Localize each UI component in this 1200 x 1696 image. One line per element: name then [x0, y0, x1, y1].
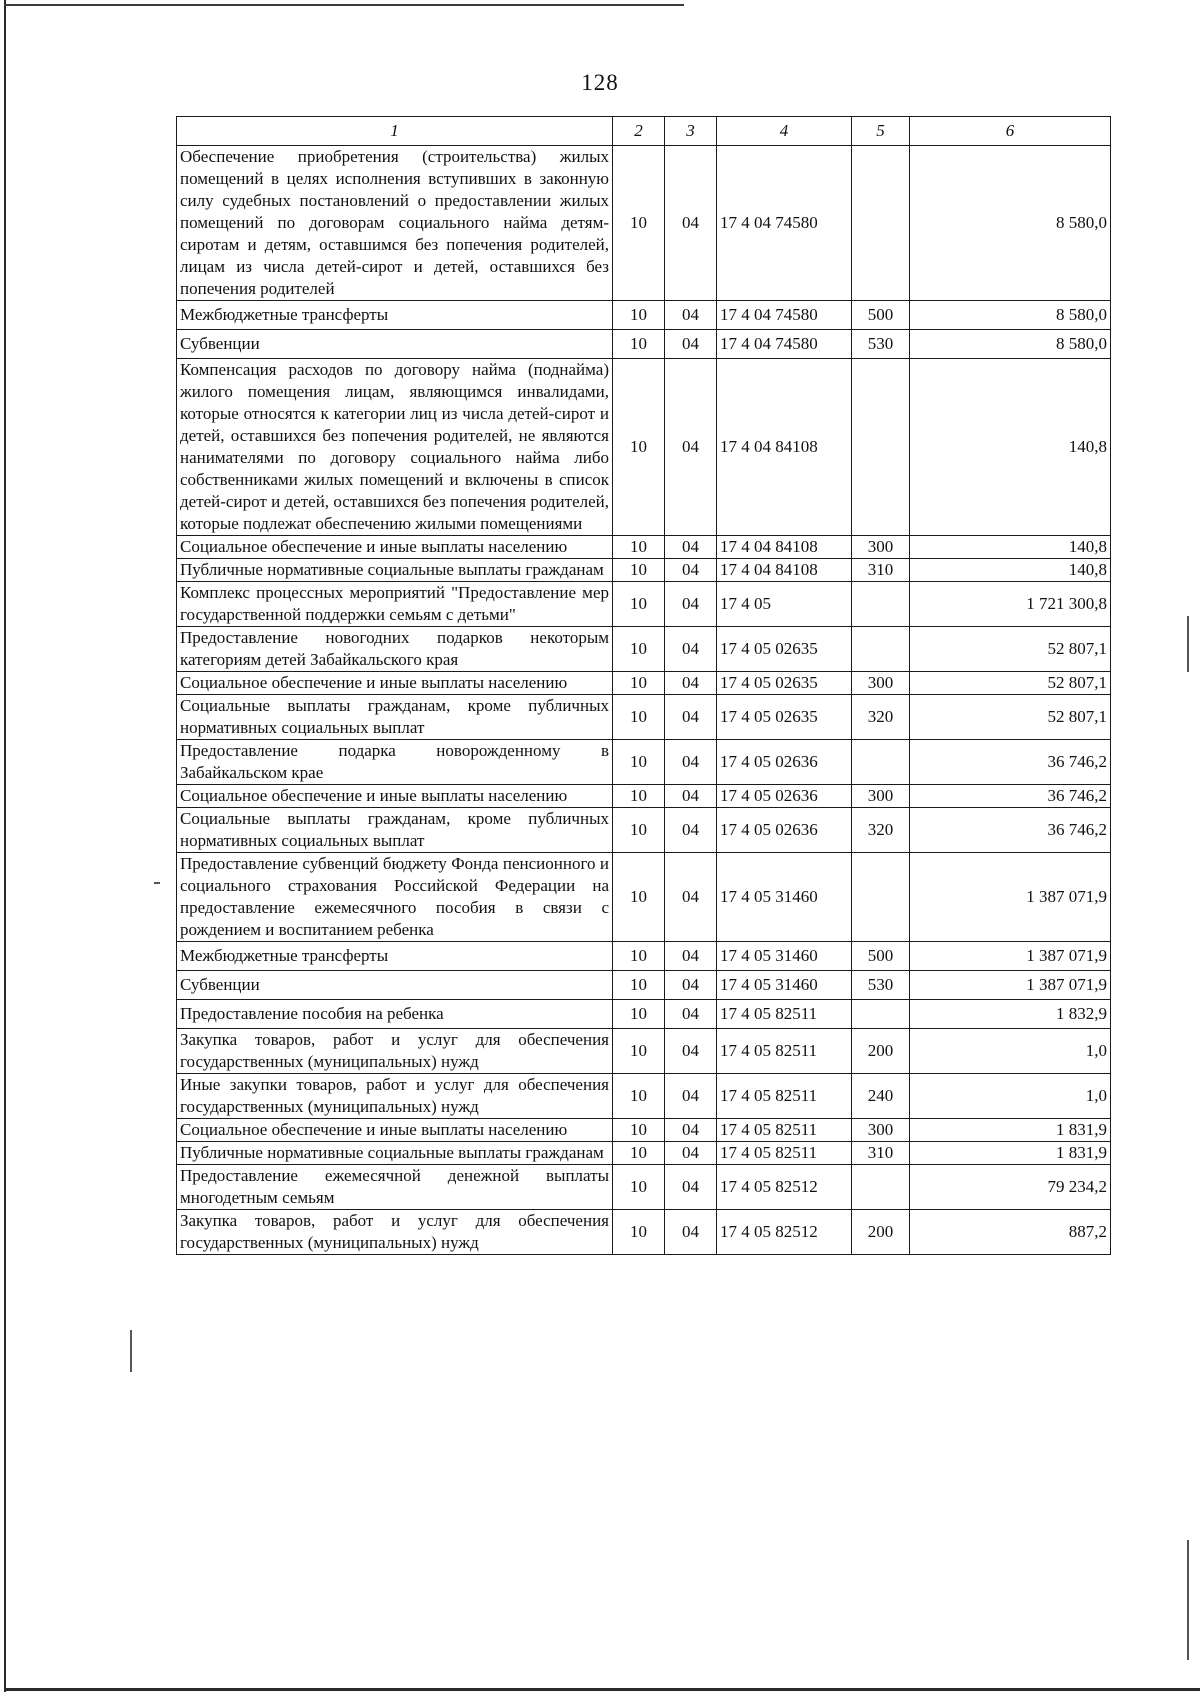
row-code-cell: 17 4 05 82511 — [717, 1029, 852, 1074]
row-subsection-cell: 04 — [665, 582, 717, 627]
row-section-cell: 10 — [613, 1142, 665, 1165]
header-cell-section: 2 — [613, 117, 665, 146]
row-type-cell — [852, 359, 910, 536]
row-section-cell: 10 — [613, 808, 665, 853]
row-type-cell — [852, 627, 910, 672]
row-name-cell: Социальное обеспечение и иные выплаты населению — [177, 536, 613, 559]
row-section-cell: 10 — [613, 740, 665, 785]
row-section-cell: 10 — [613, 582, 665, 627]
row-type-cell: 300 — [852, 672, 910, 695]
row-subsection-cell: 04 — [665, 627, 717, 672]
table-row — [177, 695, 1111, 740]
scan-edge-top — [4, 4, 684, 6]
row-code-cell: 17 4 05 — [717, 582, 852, 627]
header-cell-code: 4 — [717, 117, 852, 146]
row-name-cell: Закупка товаров, работ и услуг для обеспечения государственных (муниципальных) нужд — [177, 1210, 613, 1255]
table-row — [177, 740, 1111, 785]
header-row — [177, 117, 1111, 146]
table-row — [177, 627, 1111, 672]
table-row — [177, 582, 1111, 627]
row-name-cell: Компенсация расходов по договору найма (поднайма) жилого помещения лицам, являющимся инвалидами, которые относятся к категории лиц из числа детей-сирот и детей, оставшихся без попечения родителей, не являются нанимателями по договору социального найма либо собственниками жилых помещений и включены в список детей-сирот и детей, оставшихся без попечения родителей, которые подлежат обеспечению жилыми помещениями — [177, 359, 613, 536]
row-type-cell — [852, 146, 910, 301]
row-amount-cell: 1,0 — [910, 1074, 1111, 1119]
row-code-cell: 17 4 04 74580 — [717, 301, 852, 330]
row-amount-cell: 1 387 071,9 — [910, 971, 1111, 1000]
table-row — [177, 808, 1111, 853]
row-amount-cell: 52 807,1 — [910, 627, 1111, 672]
header-cell-amount: 6 — [910, 117, 1111, 146]
table-row — [177, 672, 1111, 695]
row-name-cell: Субвенции — [177, 330, 613, 359]
table-row — [177, 1029, 1111, 1074]
header-cell-name: 1 — [177, 117, 613, 146]
row-subsection-cell: 04 — [665, 359, 717, 536]
row-amount-cell: 8 580,0 — [910, 330, 1111, 359]
row-amount-cell: 1 721 300,8 — [910, 582, 1111, 627]
row-code-cell: 17 4 04 84108 — [717, 559, 852, 582]
row-name-cell: Социальное обеспечение и иные выплаты населению — [177, 672, 613, 695]
row-code-cell: 17 4 05 02636 — [717, 808, 852, 853]
row-section-cell: 10 — [613, 853, 665, 942]
row-type-cell: 500 — [852, 942, 910, 971]
row-subsection-cell: 04 — [665, 808, 717, 853]
row-subsection-cell: 04 — [665, 785, 717, 808]
row-section-cell: 10 — [613, 1210, 665, 1255]
row-amount-cell: 36 746,2 — [910, 740, 1111, 785]
row-name-cell: Предоставление новогодних подарков некоторым категориям детей Забайкальского края — [177, 627, 613, 672]
row-code-cell: 17 4 05 02635 — [717, 672, 852, 695]
row-name-cell: Межбюджетные трансферты — [177, 301, 613, 330]
row-name-cell: Социальное обеспечение и иные выплаты населению — [177, 785, 613, 808]
row-section-cell: 10 — [613, 536, 665, 559]
row-subsection-cell: 04 — [665, 146, 717, 301]
scan-mark — [1187, 616, 1189, 672]
table-row — [177, 1142, 1111, 1165]
table-row — [177, 559, 1111, 582]
header-cell-subsection: 3 — [665, 117, 717, 146]
row-amount-cell: 52 807,1 — [910, 672, 1111, 695]
row-section-cell: 10 — [613, 1165, 665, 1210]
row-name-cell: Закупка товаров, работ и услуг для обеспечения государственных (муниципальных) нужд — [177, 1029, 613, 1074]
row-name-cell: Предоставление пособия на ребенка — [177, 1000, 613, 1029]
row-amount-cell: 8 580,0 — [910, 301, 1111, 330]
row-name-cell: Социальные выплаты гражданам, кроме публичных нормативных социальных выплат — [177, 808, 613, 853]
table-row — [177, 1074, 1111, 1119]
budget-table — [176, 116, 1111, 1255]
row-subsection-cell: 04 — [665, 536, 717, 559]
row-type-cell: 530 — [852, 971, 910, 1000]
row-section-cell: 10 — [613, 1000, 665, 1029]
table-row — [177, 536, 1111, 559]
row-name-cell: Социальные выплаты гражданам, кроме публичных нормативных социальных выплат — [177, 695, 613, 740]
row-type-cell: 320 — [852, 808, 910, 853]
table-row — [177, 146, 1111, 301]
row-name-cell: Предоставление подарка новорожденному в Забайкальском крае — [177, 740, 613, 785]
table-row — [177, 1119, 1111, 1142]
row-section-cell: 10 — [613, 559, 665, 582]
row-type-cell — [852, 853, 910, 942]
row-name-cell: Публичные нормативные социальные выплаты гражданам — [177, 559, 613, 582]
row-type-cell: 530 — [852, 330, 910, 359]
row-type-cell — [852, 740, 910, 785]
row-section-cell: 10 — [613, 146, 665, 301]
row-subsection-cell: 04 — [665, 1000, 717, 1029]
row-name-cell: Субвенции — [177, 971, 613, 1000]
row-section-cell: 10 — [613, 359, 665, 536]
row-amount-cell: 1 831,9 — [910, 1119, 1111, 1142]
row-type-cell: 300 — [852, 536, 910, 559]
table-row — [177, 785, 1111, 808]
row-code-cell: 17 4 05 31460 — [717, 942, 852, 971]
row-name-cell: Комплекс процессных мероприятий "Предоставление мер государственной поддержки семьям с детьми" — [177, 582, 613, 627]
row-code-cell: 17 4 05 82512 — [717, 1210, 852, 1255]
row-code-cell: 17 4 05 82511 — [717, 1074, 852, 1119]
scan-mark — [154, 882, 160, 884]
table-row — [177, 301, 1111, 330]
row-subsection-cell: 04 — [665, 971, 717, 1000]
row-subsection-cell: 04 — [665, 301, 717, 330]
row-type-cell — [852, 1165, 910, 1210]
row-section-cell: 10 — [613, 330, 665, 359]
row-code-cell: 17 4 05 82511 — [717, 1142, 852, 1165]
row-code-cell: 17 4 04 74580 — [717, 330, 852, 359]
row-type-cell: 310 — [852, 1142, 910, 1165]
scan-edge-bottom — [4, 1688, 1200, 1691]
header-cell-type: 5 — [852, 117, 910, 146]
row-name-cell: Предоставление субвенций бюджету Фонда пенсионного и социального страхования Российской Федерации на предоставление ежемесячного пособия в связи с рождением и воспитанием ребенка — [177, 853, 613, 942]
row-section-cell: 10 — [613, 971, 665, 1000]
row-subsection-cell: 04 — [665, 672, 717, 695]
table-row — [177, 1000, 1111, 1029]
page-number: 128 — [581, 70, 619, 95]
row-type-cell: 300 — [852, 1119, 910, 1142]
row-code-cell: 17 4 04 74580 — [717, 146, 852, 301]
row-subsection-cell: 04 — [665, 1119, 717, 1142]
row-name-cell: Предоставление ежемесячной денежной выплаты многодетным семьям — [177, 1165, 613, 1210]
row-amount-cell: 1 387 071,9 — [910, 942, 1111, 971]
row-amount-cell: 1 387 071,9 — [910, 853, 1111, 942]
row-amount-cell: 36 746,2 — [910, 808, 1111, 853]
row-code-cell: 17 4 05 31460 — [717, 853, 852, 942]
row-amount-cell: 79 234,2 — [910, 1165, 1111, 1210]
row-code-cell: 17 4 04 84108 — [717, 536, 852, 559]
row-subsection-cell: 04 — [665, 1029, 717, 1074]
table-row — [177, 942, 1111, 971]
row-subsection-cell: 04 — [665, 1074, 717, 1119]
row-section-cell: 10 — [613, 1119, 665, 1142]
scan-mark — [130, 1330, 132, 1372]
row-amount-cell: 1 831,9 — [910, 1142, 1111, 1165]
row-amount-cell: 1,0 — [910, 1029, 1111, 1074]
row-type-cell: 240 — [852, 1074, 910, 1119]
row-name-cell: Иные закупки товаров, работ и услуг для обеспечения государственных (муниципальных) нужд — [177, 1074, 613, 1119]
row-subsection-cell: 04 — [665, 1210, 717, 1255]
table-body — [177, 146, 1111, 1255]
row-subsection-cell: 04 — [665, 853, 717, 942]
row-name-cell: Публичные нормативные социальные выплаты гражданам — [177, 1142, 613, 1165]
row-name-cell: Межбюджетные трансферты — [177, 942, 613, 971]
row-code-cell: 17 4 05 31460 — [717, 971, 852, 1000]
table-row — [177, 1210, 1111, 1255]
row-code-cell: 17 4 05 02635 — [717, 627, 852, 672]
row-type-cell — [852, 582, 910, 627]
table-row — [177, 330, 1111, 359]
row-code-cell: 17 4 05 82511 — [717, 1119, 852, 1142]
row-subsection-cell: 04 — [665, 330, 717, 359]
row-subsection-cell: 04 — [665, 942, 717, 971]
row-type-cell: 200 — [852, 1029, 910, 1074]
row-code-cell: 17 4 05 02635 — [717, 695, 852, 740]
row-type-cell: 310 — [852, 559, 910, 582]
row-subsection-cell: 04 — [665, 740, 717, 785]
row-code-cell: 17 4 05 82511 — [717, 1000, 852, 1029]
row-name-cell: Обеспечение приобретения (строительства) жилых помещений в целях исполнения вступивших в законную силу судебных постановлений о предоставлении жилых помещений по договорам социального найма детям-сиротам и детям, оставшимся без попечения родителей, лицам из числа детей-сирот и детей, оставшихся без попечения родителей — [177, 146, 613, 301]
row-section-cell: 10 — [613, 672, 665, 695]
table-row — [177, 359, 1111, 536]
row-subsection-cell: 04 — [665, 1142, 717, 1165]
row-type-cell: 500 — [852, 301, 910, 330]
row-subsection-cell: 04 — [665, 695, 717, 740]
row-type-cell: 200 — [852, 1210, 910, 1255]
row-name-cell: Социальное обеспечение и иные выплаты населению — [177, 1119, 613, 1142]
row-section-cell: 10 — [613, 695, 665, 740]
row-section-cell: 10 — [613, 942, 665, 971]
row-amount-cell: 52 807,1 — [910, 695, 1111, 740]
table-row — [177, 1165, 1111, 1210]
row-type-cell — [852, 1000, 910, 1029]
row-type-cell: 300 — [852, 785, 910, 808]
row-amount-cell: 1 832,9 — [910, 1000, 1111, 1029]
table-row — [177, 971, 1111, 1000]
row-section-cell: 10 — [613, 301, 665, 330]
row-subsection-cell: 04 — [665, 559, 717, 582]
row-type-cell: 320 — [852, 695, 910, 740]
scan-edge-left — [4, 0, 6, 1692]
row-section-cell: 10 — [613, 627, 665, 672]
row-subsection-cell: 04 — [665, 1165, 717, 1210]
row-code-cell: 17 4 05 02636 — [717, 740, 852, 785]
row-amount-cell: 36 746,2 — [910, 785, 1111, 808]
scan-mark — [1187, 1540, 1189, 1660]
row-amount-cell: 887,2 — [910, 1210, 1111, 1255]
row-section-cell: 10 — [613, 785, 665, 808]
row-code-cell: 17 4 05 02636 — [717, 785, 852, 808]
row-code-cell: 17 4 04 84108 — [717, 359, 852, 536]
row-code-cell: 17 4 05 82512 — [717, 1165, 852, 1210]
row-section-cell: 10 — [613, 1074, 665, 1119]
table-row — [177, 853, 1111, 942]
row-amount-cell: 140,8 — [910, 536, 1111, 559]
row-amount-cell: 140,8 — [910, 359, 1111, 536]
row-amount-cell: 8 580,0 — [910, 146, 1111, 301]
row-amount-cell: 140,8 — [910, 559, 1111, 582]
row-section-cell: 10 — [613, 1029, 665, 1074]
